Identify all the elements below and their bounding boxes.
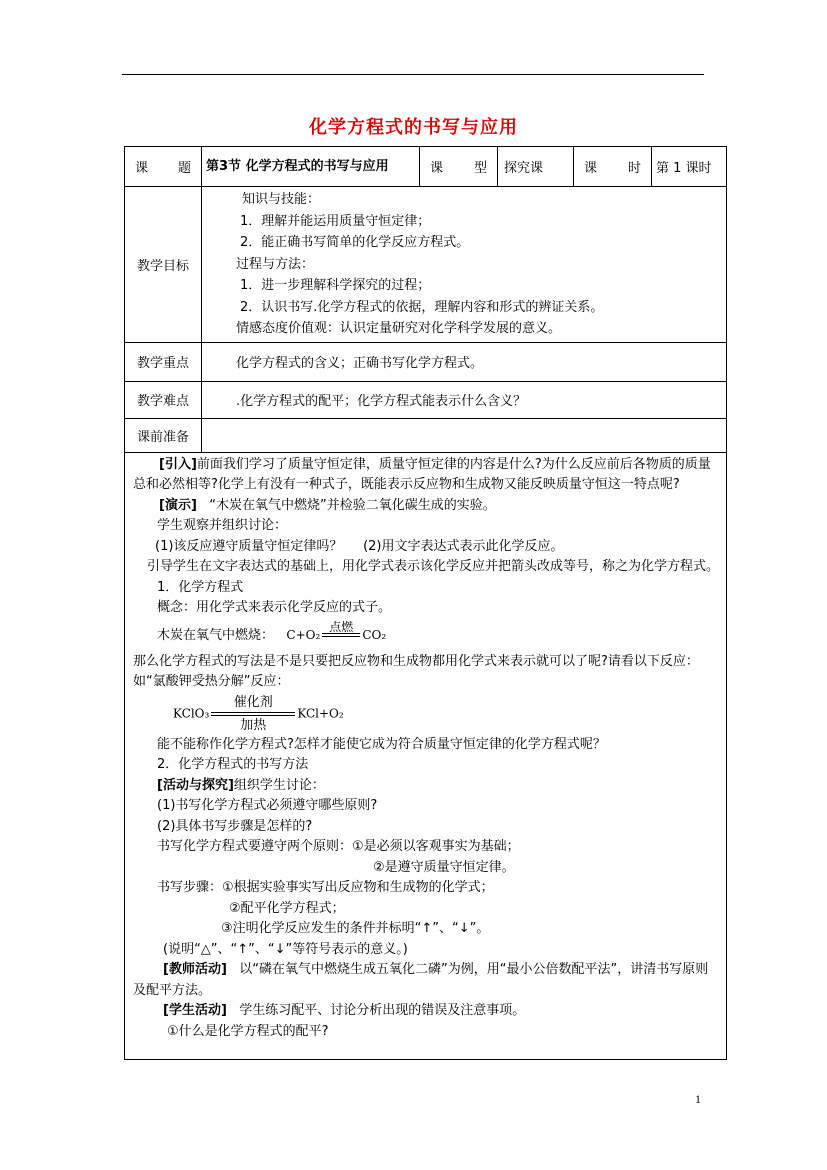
principle-1: 书写化学方程式要遵守两个原则：①是必须以客观事实为基础； (157, 839, 520, 854)
topic-label: 课 题 (125, 147, 202, 187)
eq2-catalyst: 催化剂 (233, 694, 273, 710)
goals-label: 教学目标 (125, 187, 202, 343)
time-value: 第 1 课时 (652, 147, 727, 187)
kclo3-equation-line (133, 693, 720, 735)
goals-line: 1．进一步理解科学探究的过程； (240, 278, 431, 293)
eq1-equals (322, 621, 360, 649)
eq2-equals (211, 693, 295, 735)
eq2-left: KClO₃ (173, 706, 210, 720)
eq1-condition: 点燃 (329, 620, 354, 634)
key-points-row (125, 342, 727, 381)
page-number: 1 (695, 1092, 701, 1106)
demo-text: “木炭在氧气中燃烧”并检验二氧化碳生成的实验。 (209, 497, 496, 513)
activity-tag: [活动与探究] (157, 777, 234, 793)
teacher-tag: [教师活动] (163, 962, 227, 977)
intro-text: 前面我们学习了质量守恒定律，质量守恒定律的内容是什么?为什么反应前后各物质的质量总和必然相等?化学上有没有一种式子，既能表示反应物和生成物又能反映质量守恒这一特点呢? (133, 456, 711, 492)
goals-row (125, 187, 727, 343)
goals-line: 过程与方法： (236, 256, 315, 272)
teacher-text: 以“磷在氧气中燃烧生成五氧化二磷”为例，用“最小公倍数配平法”，讲清书写原则及配平方法。 (133, 962, 709, 998)
charcoal-equation-line (133, 619, 720, 652)
principle-2: ②是遵守质量守恒定律。 (373, 859, 515, 875)
student-text: 学生练习配平、讨论分析出现的错误及注意事项。 (239, 1003, 526, 1018)
observe-text: 学生观察并组织讨论： (157, 518, 288, 533)
preparation-row (125, 418, 727, 452)
eq2-heat: 加热 (240, 717, 267, 733)
time-label: 课 时 (574, 147, 652, 187)
eq1-left: C+O₂ (286, 627, 321, 642)
difficult-points-label: 教学难点 (125, 381, 202, 418)
type-value: 探究课 (498, 147, 574, 187)
activity-question-2: (2)具体书写步骤是怎样的? (157, 818, 313, 834)
guide-text: 引导学生在文字表达式的基础上，用化学式表示该化学反应并把箭头改成等号，称之为化学方程式。 (147, 559, 720, 574)
activity-text: 组织学生讨论： (233, 777, 325, 793)
charcoal-prefix: 木炭在氧气中燃烧： (157, 627, 275, 643)
section-2-heading: 2．化学方程式的书写方法 (157, 757, 309, 772)
preparation-label: 课前准备 (125, 418, 202, 452)
document-title: 化学方程式的书写与应用 (309, 117, 518, 138)
goals-line: 2．能正确书写简单的化学反应方程式。 (240, 235, 470, 250)
topic-value: 第3节 化学方程式的书写与应用 (202, 147, 420, 187)
intro-tag: [引入] (159, 456, 197, 472)
demo-tag: [演示] (159, 497, 197, 513)
concept-text: 概念：用化学式来表示化学反应的式子。 (157, 600, 392, 615)
goals-line: 2．认识书写.化学方程式的依据，理解内容和形式的辨证关系。 (240, 299, 604, 315)
key-points-text: 化学方程式的含义；正确书写化学方程式。 (202, 342, 727, 381)
preparation-text (202, 418, 727, 452)
eq2-right: KCl+O₂ (297, 706, 344, 720)
student-tag: [学生活动] (163, 1003, 227, 1018)
header-row (125, 147, 727, 187)
goals-content (202, 187, 727, 343)
lesson-plan-table (124, 146, 727, 1060)
section-1-heading: 1．化学方程式 (157, 579, 244, 595)
question-2: (2)用文字表达式表示此化学反应。 (363, 538, 564, 554)
key-points-label: 教学重点 (125, 342, 202, 381)
type-label: 课 型 (420, 147, 498, 187)
last-question: ①什么是化学方程式的配平? (167, 1023, 329, 1039)
goals-line: 1．理解并能运用质量守恒定律； (240, 213, 431, 229)
step-1: 书写步骤：①根据实验事实写出反应物和生成物的化学式； (157, 880, 494, 895)
goals-line: 情感态度价值观：认识定量研究对化学科学发展的意义。 (236, 321, 562, 336)
goals-line: 知识与技能： (242, 192, 321, 207)
lesson-body (125, 452, 727, 1059)
question-2-text: 能不能称作化学方程式?怎样才能使它成为符合质量守恒定律的化学方程式呢？ (157, 736, 606, 752)
step-3: ③注明化学反应发生的条件并标明“↑”、“↓”。 (221, 921, 490, 936)
header-rule (122, 74, 704, 75)
difficult-points-text: .化学方程式的配平；化学方程式能表示什么含义？ (202, 381, 727, 418)
difficult-points-row (125, 381, 727, 418)
step-2: ②配平化学方程式； (229, 900, 345, 916)
lesson-body-row (125, 452, 727, 1059)
question-kclo3: 那么化学方程式的写法是不是只要把反应物和生成物都用化学式来表示就可以了呢?请看以下反应：如“氯酸钾受热分解”反应： (133, 653, 699, 689)
activity-question-1: (1)书写化学方程式必须遵守哪些原则? (157, 798, 378, 813)
eq1-right: CO₂ (362, 627, 387, 642)
question-1: (1)该反应遵守质量守恒定律吗？ (155, 538, 343, 554)
symbol-note: (说明“△”、“↑”、“↓”等符号表示的意义。) (163, 941, 408, 957)
